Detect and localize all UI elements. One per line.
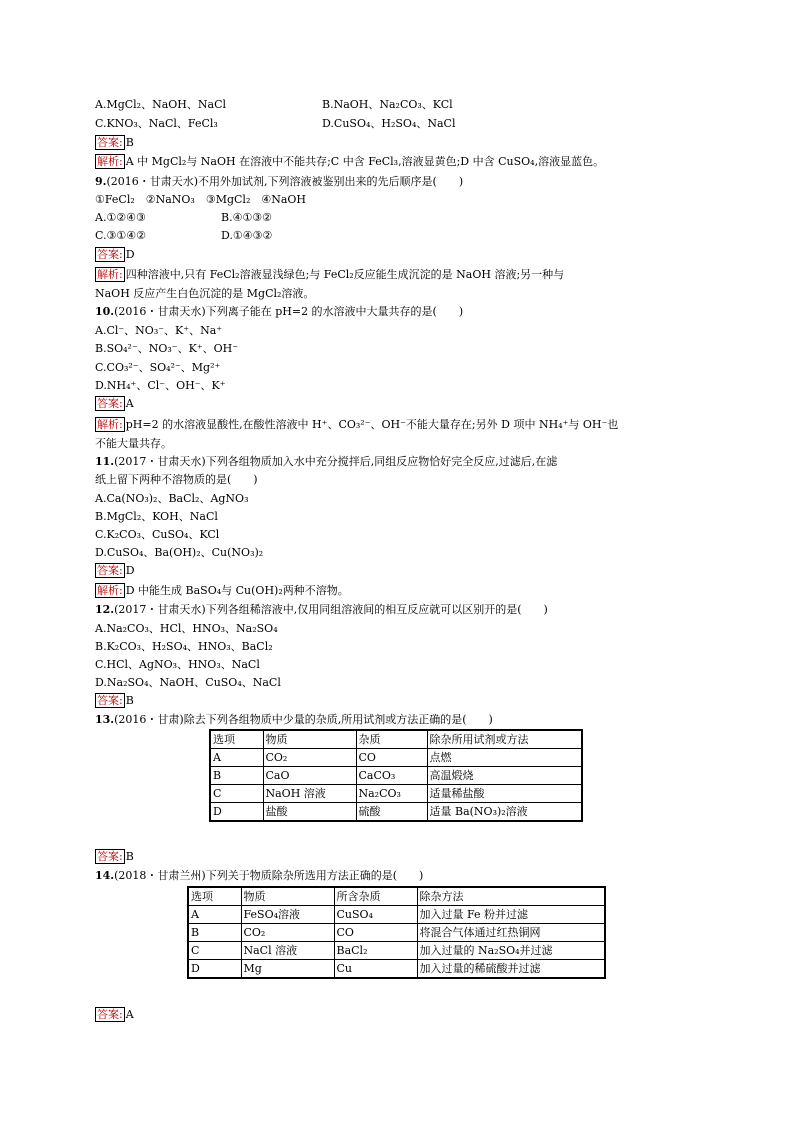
table-header-cell: 物质 xyxy=(241,887,334,906)
q12-option-a: A.Na₂CO₃、HCl、HNO₃、Na₂SO₄ xyxy=(95,622,278,635)
q14-stem-line xyxy=(95,868,423,883)
q12-answer-line xyxy=(95,693,134,708)
analysis-tag: 解析: xyxy=(97,155,123,168)
table-cell: 适量 Ba(NO₃)₂溶液 xyxy=(427,803,582,822)
analysis-tag: 解析: xyxy=(97,584,123,597)
table-cell: CO xyxy=(356,749,427,767)
answer-tag: 答案: xyxy=(97,1008,123,1021)
table-cell: CO₂ xyxy=(263,749,356,767)
q14-table xyxy=(187,886,606,979)
q11-option-b: B.MgCl₂、KOH、NaCl xyxy=(95,510,218,523)
table-row xyxy=(210,803,582,822)
table-cell: NaOH 溶液 xyxy=(263,785,356,803)
answer-tag: 答案: xyxy=(97,694,123,707)
q8-analysis-line xyxy=(95,154,604,169)
table-cell: Mg xyxy=(241,960,334,979)
q13-number: 13. xyxy=(95,713,115,726)
q10-option-b: B.SO₄²⁻、NO₃⁻、K⁺、OH⁻ xyxy=(95,342,239,355)
q9-option-b: B.④①③② xyxy=(221,211,273,224)
q9-stem: (2016・甘肃天水)不用外加试剂,下列溶液被鉴别出来的先后顺序是( ) xyxy=(106,175,464,188)
q9-items: ①FeCl₂ ②NaNO₃ ③MgCl₂ ④NaOH xyxy=(95,193,307,206)
table-cell: B xyxy=(210,767,263,785)
table-row xyxy=(210,785,582,803)
table-cell: 硫酸 xyxy=(356,803,427,822)
table-cell: 适量稀盐酸 xyxy=(427,785,582,803)
q10-answer-line xyxy=(95,396,134,411)
table-header-cell: 选项 xyxy=(210,730,263,749)
table-cell: NaCl 溶液 xyxy=(241,942,334,960)
table-header-cell: 杂质 xyxy=(356,730,427,749)
q9-option-c: C.③①④② xyxy=(95,229,146,242)
q11-answer-line xyxy=(95,563,135,578)
q11-option-a: A.Ca(NO₃)₂、BaCl₂、AgNO₃ xyxy=(95,492,249,505)
q11-option-d: D.CuSO₄、Ba(OH)₂、Cu(NO₃)₂ xyxy=(95,546,264,559)
q13-answer: B xyxy=(125,850,134,863)
q10-analysis-1: pH=2 的水溶液显酸性,在酸性溶液中 H⁺、CO₃²⁻、OH⁻不能大量存在;另外 D 项中 NH₄⁺与 OH⁻也 xyxy=(125,418,619,431)
q10-stem: (2016・甘肃天水)下列离子能在 pH=2 的水溶液中大量共存的是( ) xyxy=(114,305,464,318)
q8-option-d: D.CuSO₄、H₂SO₄、NaCl xyxy=(322,117,456,130)
q14-stem: (2018・甘肃兰州)下列关于物质除杂所选用方法正确的是( ) xyxy=(114,869,424,882)
table-cell: C xyxy=(210,785,263,803)
table-cell: CO xyxy=(334,924,417,942)
answer-tag: 答案: xyxy=(97,564,123,577)
q13-stem-line xyxy=(95,712,493,727)
table-cell: CaCO₃ xyxy=(356,767,427,785)
q11-stem-line xyxy=(95,454,557,469)
answer-tag: 答案: xyxy=(97,248,123,261)
q8-option-c: C.KNO₃、NaCl、FeCl₃ xyxy=(95,117,218,130)
table-cell: 将混合气体通过红热铜网 xyxy=(417,924,605,942)
table-cell: Cu xyxy=(334,960,417,979)
q10-option-a: A.Cl⁻、NO₃⁻、K⁺、Na⁺ xyxy=(95,324,223,337)
q8-option-b: B.NaOH、Na₂CO₃、KCl xyxy=(322,98,453,111)
q9-answer: D xyxy=(125,248,135,261)
q8-answer: B xyxy=(125,136,134,149)
q8-analysis: A 中 MgCl₂与 NaOH 在溶液中不能共存;C 中含 FeCl₃,溶液显黄色;D 中含 CuSO₄,溶液显蓝色。 xyxy=(125,155,605,168)
q9-option-d: D.①④③② xyxy=(221,229,273,242)
q13-answer-line xyxy=(95,849,134,864)
q9-number: 9. xyxy=(95,175,107,188)
q10-option-c: C.CO₃²⁻、SO₄²⁻、Mg²⁺ xyxy=(95,361,221,374)
table-cell: B xyxy=(188,924,241,942)
q12-stem-line xyxy=(95,602,548,617)
table-header-cell: 除杂所用试剂或方法 xyxy=(427,730,582,749)
q11-number: 11. xyxy=(95,455,115,468)
answer-tag: 答案: xyxy=(97,136,123,149)
table-cell: FeSO₄溶液 xyxy=(241,906,334,924)
q12-option-d: D.Na₂SO₄、NaOH、CuSO₄、NaCl xyxy=(95,676,281,689)
analysis-tag: 解析: xyxy=(97,268,123,281)
answer-tag: 答案: xyxy=(97,397,123,410)
q11-option-c: C.K₂CO₃、CuSO₄、KCl xyxy=(95,528,220,541)
q8-answer-line xyxy=(95,135,134,150)
table-cell: A xyxy=(210,749,263,767)
q11-stem-2: 纸上留下两种不溶物质的是( ) xyxy=(95,473,258,486)
q12-stem: (2017・甘肃天水)下列各组稀溶液中,仅用同组溶液间的相互反应就可以区别开的是( ) xyxy=(114,603,548,616)
q11-stem-1: (2017・甘肃天水)下列各组物质加入水中充分搅拌后,同组反应物恰好完全反应,过滤后,在滤 xyxy=(114,455,558,468)
q10-stem-line xyxy=(95,304,463,319)
q12-option-c: C.HCl、AgNO₃、HNO₃、NaCl xyxy=(95,658,260,671)
q9-analysis-2: NaOH 反应产生白色沉淀的是 MgCl₂溶液。 xyxy=(95,287,315,300)
q11-answer: D xyxy=(125,564,135,577)
table-cell: 加入过量的 Na₂SO₄并过滤 xyxy=(417,942,605,960)
table-cell: CaO xyxy=(263,767,356,785)
table-row xyxy=(188,960,605,979)
q9-stem-line xyxy=(95,174,463,189)
q11-analysis-line xyxy=(95,583,349,598)
q9-answer-line xyxy=(95,247,135,262)
q12-answer: B xyxy=(125,694,134,707)
table-header-cell: 物质 xyxy=(263,730,356,749)
table-cell: D xyxy=(188,960,241,979)
table-header-cell: 选项 xyxy=(188,887,241,906)
table-cell: 加入过量 Fe 粉并过滤 xyxy=(417,906,605,924)
q9-analysis-line xyxy=(95,267,564,282)
q14-answer-line xyxy=(95,1007,134,1022)
q8-option-a: A.MgCl₂、NaOH、NaCl xyxy=(95,98,227,111)
q10-analysis-2: 不能大量共存。 xyxy=(95,437,172,450)
q10-option-d: D.NH₄⁺、Cl⁻、OH⁻、K⁺ xyxy=(95,379,226,392)
table-row xyxy=(188,924,605,942)
table-cell: CuSO₄ xyxy=(334,906,417,924)
q12-option-b: B.K₂CO₃、H₂SO₄、HNO₃、BaCl₂ xyxy=(95,640,273,653)
table-cell: D xyxy=(210,803,263,822)
table-cell: 加入过量的稀硫酸并过滤 xyxy=(417,960,605,979)
q14-number: 14. xyxy=(95,869,115,882)
table-cell: A xyxy=(188,906,241,924)
q13-table xyxy=(209,729,583,822)
analysis-tag: 解析: xyxy=(97,418,123,431)
table-cell: 点燃 xyxy=(427,749,582,767)
q9-option-a: A.①②④③ xyxy=(95,211,146,224)
q11-analysis: D 中能生成 BaSO₄与 Cu(OH)₂两种不溶物。 xyxy=(125,584,349,597)
q10-analysis-line xyxy=(95,417,618,432)
table-row xyxy=(210,749,582,767)
q14-answer: A xyxy=(125,1008,134,1021)
table-row xyxy=(210,767,582,785)
table-header-cell: 除杂方法 xyxy=(417,887,605,906)
table-header-row xyxy=(188,887,605,906)
table-cell: BaCl₂ xyxy=(334,942,417,960)
answer-tag: 答案: xyxy=(97,850,123,863)
table-header-cell: 所含杂质 xyxy=(334,887,417,906)
q12-number: 12. xyxy=(95,603,115,616)
table-cell: 高温煅烧 xyxy=(427,767,582,785)
q10-number: 10. xyxy=(95,305,115,318)
table-row xyxy=(188,906,605,924)
table-cell: C xyxy=(188,942,241,960)
table-header-row xyxy=(210,730,582,749)
table-cell: CO₂ xyxy=(241,924,334,942)
q9-analysis-1: 四种溶液中,只有 FeCl₂溶液显浅绿色;与 FeCl₂反应能生成沉淀的是 NaOH 溶液;另一种与 xyxy=(125,268,565,281)
q10-answer: A xyxy=(125,397,134,410)
table-row xyxy=(188,942,605,960)
table-cell: 盐酸 xyxy=(263,803,356,822)
q13-stem: (2016・甘肃)除去下列各组物质中少量的杂质,所用试剂或方法正确的是( ) xyxy=(114,713,493,726)
table-cell: Na₂CO₃ xyxy=(356,785,427,803)
